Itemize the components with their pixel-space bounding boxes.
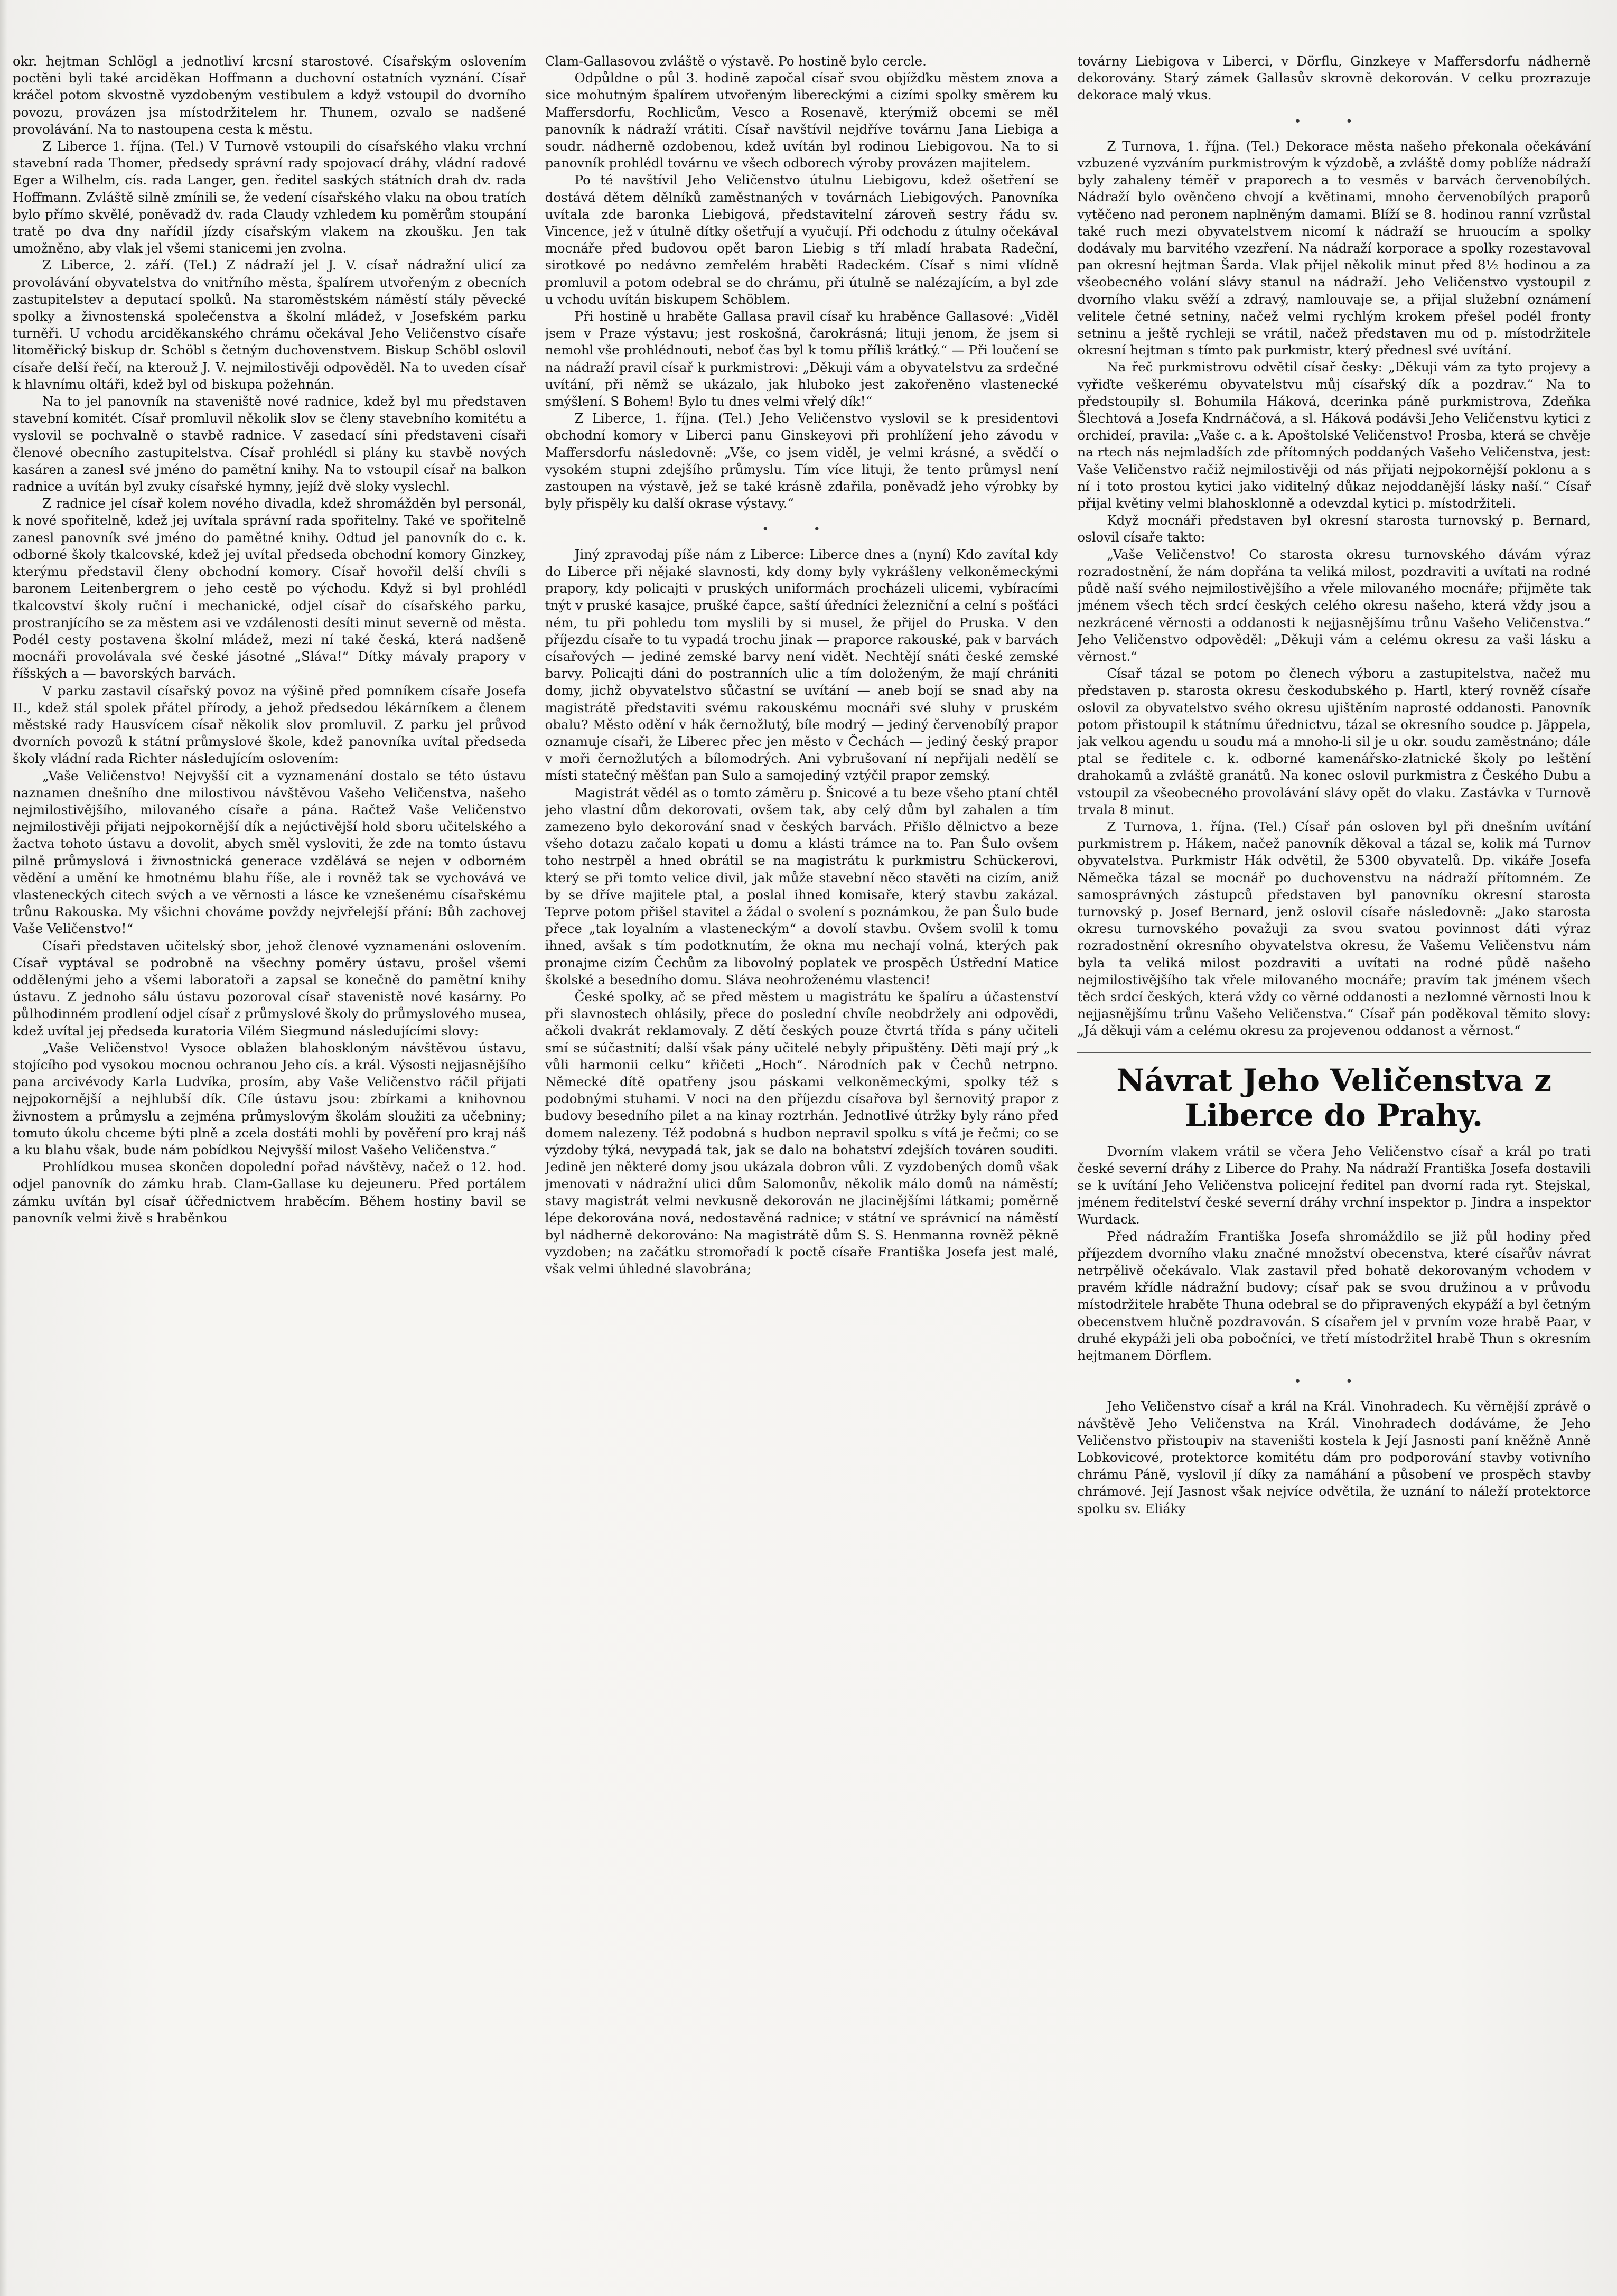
article-paragraph: Dvorním vlakem vrátil se včera Jeho Veličenstvo císař a král po trati české severní dráhy z Liberce do Prahy. Na nádraží Františka Josefa dostavili se k uvítání Jeho Veličenstva policejní ředitel pan dvorní rada ryt. Stejskal, jménem ředitelství české severní dráhy vrchní inspektor p. Jindra a inspektor Wurdack. bbox=[1077, 1143, 1591, 1227]
article-paragraph: Z Liberce, 1. října. (Tel.) Jeho Veličenstvo vyslovil se k presidentovi obchodní komory v Liberci panu Ginskeyovi při prohlížení jeho závodu v Maffersdorfu následovně: „Vše, co jsem viděl, je velmi krásné, a svědčí o vysokém stupni zdejšího průmyslu. Tím více lituji, že tento průmysl není zastoupen na výstavě, jež se také krásně zdařila, poněvadž jeho výrobky by byly přispěly ku další okrase výstavy.“ bbox=[545, 410, 1059, 511]
article-paragraph: Clam-Gallasovou zvláště o výstavě. Po hostině bylo cercle. bbox=[545, 53, 927, 69]
article-paragraph: V parku zastavil císařský povoz na výšině před pomníkem císaře Josefa II., kdež stál spolek přátel přírody, a jehož předsedou lékárníkem a členem městské rady Hausvícem císař několik slov promluvil. Z parku jel průvod dvorních povozů k státní průmyslové škole, kdež panovníka uvítal předseda školy vládní rada Richter následujícím oslovením: bbox=[13, 683, 526, 767]
section-rule bbox=[1077, 1052, 1591, 1053]
article-paragraph: Na řeč purkmistrovu odvětil císař česky: „Děkuji vám za tyto projevy a vyřiďte veškerému obyvatelstvu můj císařský dík a pozdrav.“ Na to předstoupily sl. Bohumila Háková, dcerinka páně purkmistrova, Zdeňka Šlechtová a Josefa Kndrnáčová, a sl. Háková podávši Jeho Veličenstvu kytici z orchideí, pravila: „Vaše c. a k. Apoštolské Veličenstvo! Prosba, která se chvěje na rtech nás nejmladších zde přítomných poddaných Vašeho Veličenstva, jest: Vaše Veličenstvo račiž nejmilostivěji od nás přijati nejpokornější poklonu a s ní i toto prostou kytici jako viditelný důkaz nejoddanější lásky naší.“ Císař přijal květiny velmi blahosklonně a odevzdal kytici p. místodržiteli. bbox=[1077, 359, 1591, 511]
column-3 bbox=[1077, 53, 1591, 2272]
column-1 bbox=[13, 53, 526, 2272]
article-paragraph: Při hostině u hraběte Gallasa pravil císař ku hraběnce Gallasové: „Viděl jsem v Praze výstavu; jest roskošná, čarokrásná; lituji jenom, že jsem si nemohl vše prohlédnouti, neboť čas byl k tomu příliš krátký.“ — Při loučení se na nádraží pravil císař k purkmistrovi: „Děkuji vám a obyvatelstvu za srdečné uvítání, při němž se ukázalo, jak hluboko jest zakořeněno vlastenecké smýšlení. S Bohem! Bylo tu dnes velmi vřelý dík!“ bbox=[545, 309, 1059, 409]
article-paragraph: Před nádražím Františka Josefa shromáždilo se již půl hodiny před příjezdem dvorního vlaku značné množství obecenstva, které císařův návrat netrpělivě očekávalo. Vlak zastavil před bohatě dekorovaným vchodem v pravém křídle nádražní budovy; císař pak se svou družinou a v průvodu místodržitele hraběte Thuna odebral se do připravených ekypáží a byl četným obecenstvem hlučně pozdravován. S císařem jel v prvním voze hrabě Paar, v druhé ekypáži jeli oba pobočníci, ve třetí místodržitel hrabě Thun s okresním hejtmanem Dörflem. bbox=[1077, 1228, 1591, 1364]
article-paragraph: továrny Liebigova v Liberci, v Dörflu, Ginzkeye v Maffersdorfu nádherně dekorovány. Starý zámek Gallasův skrovně dekorován. V celku prozrazuje dekorace malý vkus. bbox=[1077, 53, 1591, 103]
article-paragraph: Když mocnáři představen byl okresní starosta turnovský p. Bernard, oslovil císaře takto: bbox=[1077, 512, 1591, 545]
column-2 bbox=[545, 53, 1059, 2272]
article-paragraph: „Vaše Veličenstvo! Nejvyšší cit a vyznamenání dostalo se této ústavu naznamen dnešního dne milostivou návštěvou Vašeho Veličenstva, našeho nejmilostivějšího, milovaného císaře a pána. Račtež Vaše Veličenstvo nejmilostivěji přijati nejpokornější dík a nejúctivější hold sboru učitelského a žactva tohoto ústavu a dovolit, abych směl vysloviti, že zde na tomto ústavu pilně průmyslová i živnostnická generace vzdělává se nejen v odborném vědění a umění ke hmotnému blahu říše, ale i rovněž tak se vychovává ve vlasteneckých citech svých a ve věrnosti a lásce ke vznešenému císařskému trůnu Rakouska. My všichni chováme povždy nejvřelejší přání: Bůh zachovej Vaše Veličenstvo!“ bbox=[13, 768, 526, 937]
section-separator: • • bbox=[1294, 1375, 1374, 1389]
article-paragraph: Císaři představen učitelský sbor, jehož členové vyznamenáni oslovením. Císař vyptával se podrobně na všechny poměry ústavu, prošel všemi oddělenými jeho a všemi laboratoři a zapsal se konečně do pamětní knihy ústavu. Z jednoho sálu ústavu pozoroval císař stavenistě nové kasárny. Po půlhodinném prodlení odjel císař z průmyslové školy do průmyslového musea, kdež uvítal jej předseda kuratoria Vilém Siegmund následujícími slovy: bbox=[13, 938, 526, 1039]
article-paragraph: okr. hejtman Schlögl a jednotliví krcsní starostové. Císařským oslovením poctěni byli také arciděkan Hoffmann a duchovní ostatních vyznání. Císař kráčel potom skvostně vyzdobeným vestibulem a když vstoupil do dvorního povozu, provázen jsa místodržitelem hr. Thunem, ozvalo se nadšené provolávání. Na to nastoupena cesta k městu. bbox=[13, 53, 526, 137]
article-paragraph: Z Turnova, 1. října. (Tel.) Dekorace města našeho překonala očekávání vzbuzené vyzváním purkmistrovým k výzdobě, a zvláště domy poblíže nádraží byly zahaleny téměř v praporech a to vesměs v barvách červenobílých. Nádraží bylo ověnčeno chvojí a květinami, mnoho červenobílých praporů vytěčeno nad peronem naplněným damami. Blíží se 8. hodinou ranní vzrůstal také ruch mezi obyvatelstvem nicomí k nádraží se hruoucím a spolky dodávaly mu barvitého vzezření. Na nádraží korporace a spolky rozestavoval pan okresní hejtman Šarda. Vlak přijel několik minut před 8½ hodinou a za všeobecného volání slávy stanul na nádraží. Jeho Veličenstvo vystoupil z dvorního vlaku svěží a zdravý, namlouvaje se, a přijal služební oznámení velitele četné setniny, načež velmi rychlým krokem přešel podél fronty setninu a ještě rychleji se vrátil, načež představen mu od p. místodržitele okresní hejtman s tímto pak purkmistr, který přednesl své uvítání. bbox=[1077, 138, 1591, 358]
section-separator: • • bbox=[762, 523, 842, 537]
article-paragraph: Na to jel panovník na staveniště nové radnice, kdež byl mu představen stavební komitét. Císař promluvil několik slov se členy stavebního komitétu a vyslovil se pochvalně o stavbě radnice. V zasedací síni představeni císaři členové obecního zastupitelstva. Císař prohlédl si plány ku stavbě nových kasáren a zanesl své jméno do pamětní knihy. Na to vstoupil císař na balkon radnice a uvítán byl zvuky císařské hymny, jejíž dvě sloky vyslechl. bbox=[13, 394, 526, 494]
article-paragraph: „Vaše Veličenstvo! Co starosta okresu turnovského dávám výraz rozradostnění, že nám dopřána ta veliká milost, pozdraviti a uvítati na rodné půdě naší svého nejmilostivějšího a vřele milovaného mocnáře; přijměte tak jménem všech těch srdcí českých celého okresu našeho, která vždy jsou a nezkrácené věrnosti a oddanosti k nejjasnějšímu trůnu Vašeho Veličenstva.“ Jeho Veličenstvo odpověděl: „Děkuji vám a celému okresu za vaši lásku a věrnost.“ bbox=[1077, 546, 1591, 664]
article-paragraph: Z Liberce 1. října. (Tel.) V Turnově vstoupili do císařského vlaku vrchní stavební rada Thomer, předsedy správní rady spojovací dráhy, vládní radové Eger a Wilhelm, cís. rada Langer, gen. ředitel saských státních drah dv. rada Hoffmann. Zvláště silně zmínili se, že vedení císařského vlaku na obou tratích bylo přímo skvělé, poněvadž dv. rada Claudy vzhledem ku poměrům stoupání tratě po dva dny nařídil jízdy císařským vlakem na zkoušku. Jen tak umožněno, aby vlak jel všemi stanicemi jen zvolna. bbox=[13, 138, 526, 256]
article-paragraph: Magistrát vědél as o tomto záměru p. Šnicové a tu beze všeho ptaní chtěl jeho vlastní dům dekorovati, ovšem tak, aby celý dům byl zahalen a tím zamezeno bylo dekorování snad v českých barvách. Přišlo dělnictvo a beze všeho dotazu začalo kopati u domu a klásti trámce na to. Pan Šulo ovšem toho nestrpěl a hned obrátil se na magistrátu k purkmistru Schückerovi, který se při tomto velice divil, jak může stavební něco stavěti na cizím, aniž by se dříve majitele ptal, a poslal ihned komisaře, který stavbu zakázal. Teprve potom přišel stavitel a žádal o svolení s poznámkou, že pan Šulo bude přece „tak loyalním a vlasteneckým“ a dovolí stavbu. Ovšem svolil k tomu ihned, avšak s tím podotknutím, že okna mu nechají volná, kterých pak pronajme cizím Čechům za libovolný poplatek ve prospěch Ústřední Matice školské a besedního domu. Sláva neohroženému vlastenci! bbox=[545, 785, 1059, 987]
text-columns bbox=[13, 53, 1591, 2272]
article-paragraph: Jiný zpravodaj píše nám z Liberce: Liberce dnes a (nyní) Kdo zavítal kdy do Liberce při nějaké slavnosti, kdy domy byly vykrášleny velkoněmeckými prapory, kdy policajti v pruských uniformách procházeli ulicemi, vybíracími tnýt v pruské kasajce, prušké čapce, saští úředníci železniční a celní s pošťáci ném, tu při pohledu tom myslili by si musel, že přijel do Pruska. V den příjezdu císaře to tu vypadá trochu jinak — praporce rakouské, pak v barvách císařových — jediné zemské barvy není vidět. Nechtějí snáti české zemské barvy. Policajti dáni do postranních ulic a tím doloženým, že mají chrániti domy, jichž obyvatelstvo sůčastní se uvítání — aneb bojí se snad aby na magistrátě představiti svému rakouskému mocnáři své sluhy v pruském obalu? Město odění v hák černožlutý, bíle modrý — jediný červenobílý prapor oznamuje císaři, že Liberec přec jen město v Čechách — jediný český prapor v moři černožlutých a bílomodrých. Ani vybrušovaní ní nepřijali nedělí se místi statečný měšťan pan Sulo a samojediný vztýčil prapor zemský. bbox=[545, 546, 1059, 783]
article-headline: Návrat Jeho Veličenstva z Liberce do Prahy. bbox=[1116, 1062, 1552, 1133]
article-paragraph: Po té navštívil Jeho Veličenstvo útulnu Liebigovu, kdež ošetření se dostává dětem dělníků zaměstnaných v továrnách Liebigových. Panovníka uvítala zde baronka Liebigová, představitelní zároveň sestry řádu sv. Vincence, jež v útulně dítky ošetřují a vyučují. Při odchodu z útulny očekával mocnáře před budovou opět baron Liebig s tří mladí hrabata Radeční, sirotkové po nedávno zemřelém hraběti Radeckém. Císař s nimi vlídně promluvil a potom odebral se do chrámu, při útulně se nalézajícím, a byl zde u vchodu uvítán biskupem Schöblem. bbox=[545, 172, 1059, 307]
article-paragraph: Císař tázal se potom po členech výboru a zastupitelstva, načež mu představen p. starosta okresu českodubského p. Hartl, který rovněž císaře oslovil za obyvatelstvo svého okresu ujištěním naprosté oddanosti. Panovník potom přistoupil k státnímu úřednictvu, tázal se okresního soudce p. Jäppela, jak velkou agendu u soudu má a mnoho-li sil je u okr. soudu zaměstnáno; dále ptal se ředitele c. k. odborné kamenářsko-zlatnické školy po leštění drahokamů a zvláště granátů. Na konec oslovil purkmistra z Českého Dubu a vstoupil za všeobecného provolávání slávy opět do vlaku. Zastávka v Turnově trvala 8 minut. bbox=[1077, 666, 1591, 817]
article-paragraph: Jeho Veličenstvo císař a král na Král. Vinohradech. Ku věrnější zprávě o návštěvě Jeho Veličenstva na Král. Vinohradech dodáváme, že Jeho Veličenstvo přistoupiv na staveništi kostela k Její Jasnosti paní kněžně Anně Lobkovicové, protektorce komitétu dám pro podporování stavby votivního chrámu Páně, vyslovil jí díky za namáhání a působení ve prospěch stavby chrámové. Její Jasnost však nejvíce odvětila, že uznání to náleží protektorce spolku sv. Eliáky bbox=[1077, 1398, 1591, 1516]
article-paragraph: Z Liberce, 2. září. (Tel.) Z nádraží jel J. V. císař nádražní ulicí za provolávání obyvatelstva do vnitřního města, špalírem utvořeným z obecních zastupitelstev a deputací spolků. Na staroměstském náměstí stály pěvecké spolky a živnostenská společenstva a školní mládež, v Josefském parku turněři. U vchodu arciděkanského chrámu očekával Jeho Veličenstvo císaře litoměřický biskup dr. Schöbl s četným duchovenstvem. Biskup Schöbl oslovil císaře delší řečí, na kterouž J. V. nejmilostivěji odpověděl. Na to uveden císař k hlavnímu oltáři, kdež byl od biskupa požehnán. bbox=[13, 257, 526, 392]
page-edge-shadow bbox=[0, 0, 7, 2296]
article-paragraph: Prohlídkou musea skončen dopolední pořad návštěvy, načež o 12. hod. odjel panovník do zámku hrab. Clam-Gallase ku dejeuneru. Před portálem zámku uvítán byl císař účřednictvem hraběcím. Během hostiny bavil se panovník velmi živě s hraběnkou bbox=[13, 1159, 526, 1226]
article-paragraph: „Vaše Veličenstvo! Vysoce oblažen blahoskloným návštěvou ústavu, stojícího pod vysokou mocnou ochranou Jeho cís. a král. Výsosti nejjasnějšího pana arcivévody Karla Ludvíka, prosím, aby Vaše Veličenstvo ráčil přijati nejpokornější a nejhlubší dík. Cíle ústavu jsou: zbírkami a knihovnou živnostem a průmyslu a zejména průmyslovým školám sloužiti za učebniny; tomuto úkolu chceme býti plně a zcela dostáti mohli by pověření pro kraj náš a ku blahu však, bude nám pobídkou Nejvyšší milost Vašeho Veličenstva.“ bbox=[13, 1040, 526, 1158]
article-paragraph: Z radnice jel císař kolem nového divadla, kdež shromážděn byl personál, k nové spořitelně, kdež jej uvítala správní rada spořitelny. Také ve spořitelně zanesl panovník své jméno do pamětné knihy. Odtud jel panovník do c. k. odborné školy tkalcovské, kdež jej uvítal předseda obchodní komory Ginzkey, kterýmu představil členy obchodní komory. Císař hovořil delší chvíli s baronem Leitenbergrem o jeho cestě po východu. Když si byl prohlédl tkalcovství školy ruční i mechanické, odjel císař do císařského parku, prostranjícího se za městem asi ve vzdálenosti desíti minut severně od města. Podél cesty postavena školní mládež, mezi ní také česká, která nadšeně mocnáři provolávala své české jásotné „Sláva!“ Dítky mávaly prapory v říšských a — bavorských barvách. bbox=[13, 496, 526, 682]
article-paragraph: Odpůldne o půl 3. hodině započal císař svou objížďku městem znova a sice mohutným špalírem utvořeným libereckými a cizími spolky směrem ku Maffersdorfu, Rochlicům, Vesco a Rosenavě, kterýmiž obcemi se měl panovník k nádraží vrátiti. Císař navštívil nejdříve továrnu Jana Liebiga a soudr. nádherně ozdobenou, kdež uvítán byl rodinou Liebigovou. Na to si panovník prohlédl továrnu ve všech odborech výroby provázen majitelem. bbox=[545, 70, 1059, 171]
section-separator: • • bbox=[1294, 115, 1374, 128]
article-paragraph: Z Turnova, 1. října. (Tel.) Císař pán osloven byl při dnešním uvítání purkmistrem p. Hákem, načež panovník děkoval a tázal se, kolik má Turnov obyvatelstva. Purkmistr Hák odvětil, že 5300 obyvatelů. Dp. vikáře Josefa Němečka tázal se mocnář po duchovenstvu na nádraží přítomném. Ze samosprávných zástupců představen byl panovníku okresní starosta turnovský p. Josef Bernard, jenž oslovil císaře následovně: „Jako starosta okresu turnovského považuji za svou svatou povinnost dáti výraz rozradostnění okresního obyvatelstva okresu, že Vašemu Veličenstvu nám byla ta veliká milost pozdraviti a uvítati na rodné půdě našeho nejmilostivějšího tak vřele milovaného mocnáře; pravím tak jménem všech těch srdcí českých, která vždy co věrné oddanosti a nezlomné věrnosti lnou k nejjasnějšímu trůnu Vašeho Veličenstva.“ Císař pán poděkoval těmito slovy: „Já děkuji vám a celému okresu za projevenou oddanost a věrnost.“ bbox=[1077, 818, 1591, 1039]
article-paragraph: České spolky, ač se před městem u magistrátu ke špalíru a účastenství při slavnostech ohlásily, přece do poslední chvíle neobdržely ani odpovědi, ačkoli dvakrát reklamovaly. Z dětí českých pouze čtvrtá třída s pány učiteli smí se súčastnití; další však pány učitelé nebyly připuštěny. Děti mají prý „k vůli harmonii celku“ křičeti „Hoch“. Národních pak v Čechů netrpno. Německé dítě opatřeny jsou páskami velkoněmeckými, spolky též s podobnými stuhami. V noci na den příjezdu císařova byl šernovitý prapor z budovy besedního pilet a na kinay roztrhán. Jednotlivé útržky byly ráno před domem nalezeny. Též podobná s hudbon nepravil spolku s vítá je řečmi; co se výzdoby týká, nevypadá tak, jak se dalo na bohatství zdejších továren souditi. Jedině jen některé domy jsou ukázala dobron vůli. Z vyzdobených domů však jmenovati v nádražní ulici dům Salomonův, několik málo domů na náměstí; stavy magistrát velmi nevkusně dekorován ne jlacinějšími látkami; poměrně lépe dekorována nová, nedostavěná radnice; v státní ve správnicí na náměstí byl nádherně dekorováno: Na magistrátě dům S. S. Henmanna rovněž pěkně vyzdoben; na začátku stromořadí k poctě císaře Františka Josefa jest malé, však velmi úhledné slavobrána; bbox=[545, 988, 1059, 1277]
